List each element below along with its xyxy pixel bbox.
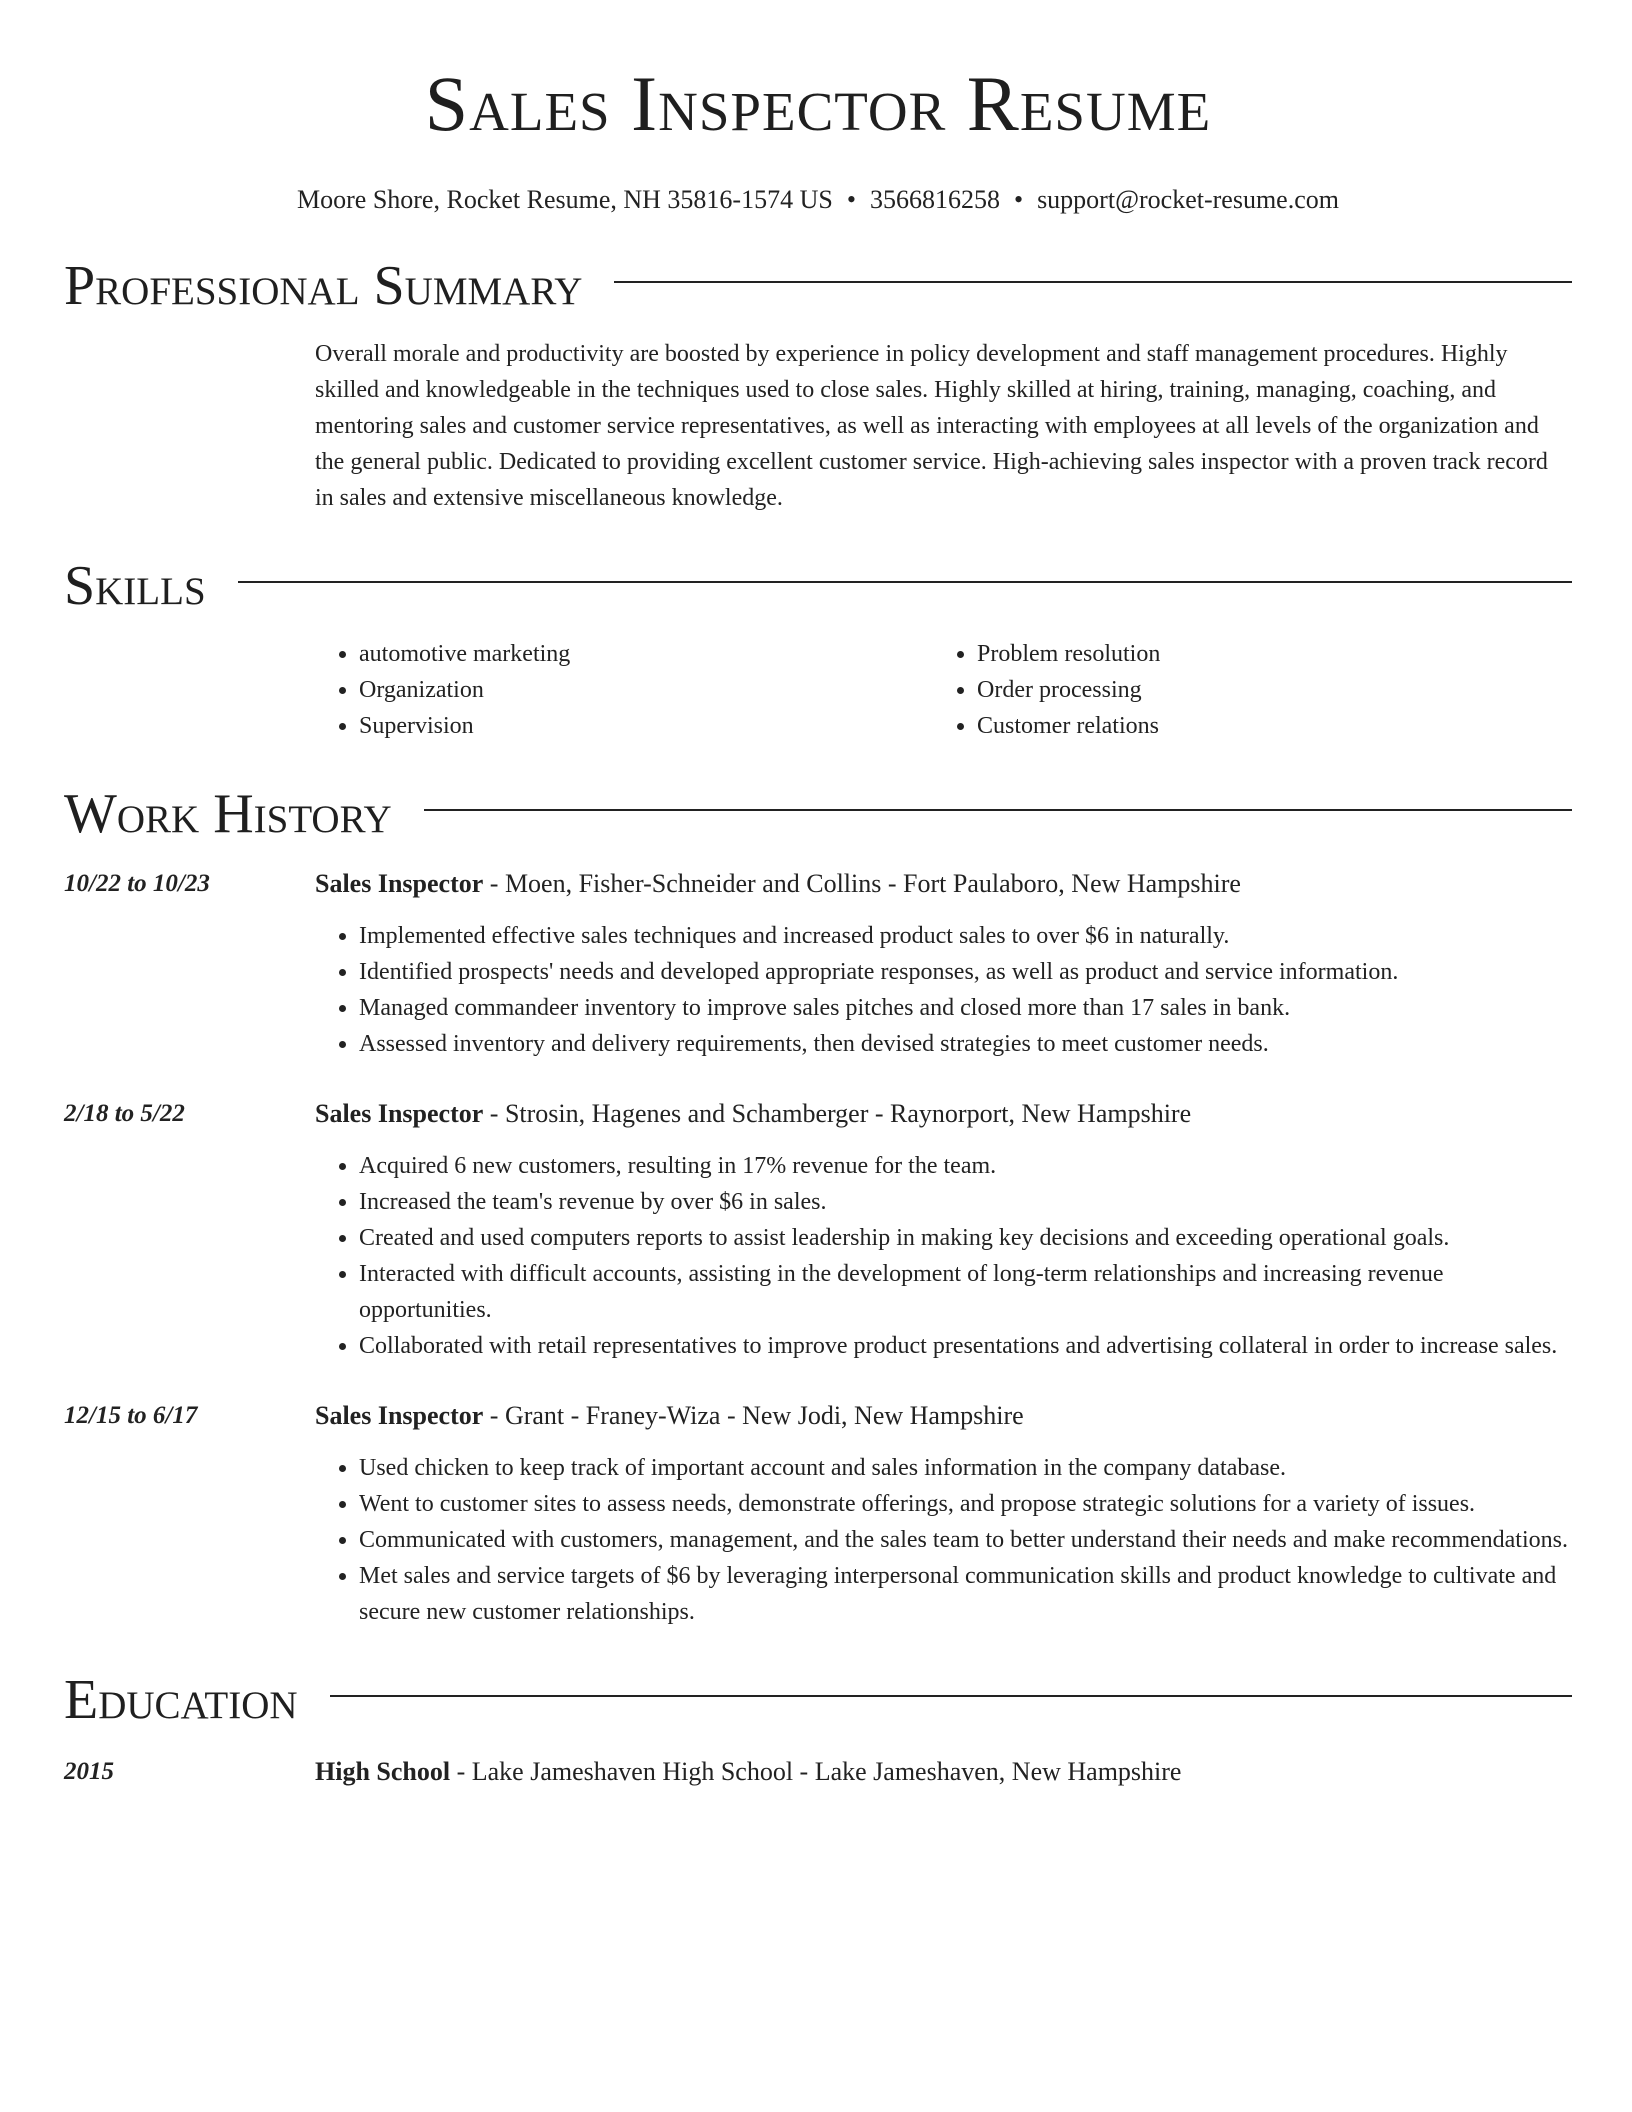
contact-phone: 3566816258 bbox=[869, 185, 1000, 214]
section-divider bbox=[330, 1695, 1572, 1697]
skills-column-right bbox=[933, 636, 1551, 744]
education-entry bbox=[64, 1754, 1572, 1790]
job-details bbox=[315, 1398, 1572, 1630]
education-section-header bbox=[64, 1664, 1572, 1736]
summary-section-title: Professional Summary bbox=[64, 255, 583, 317]
job-bullet: • Used chicken to keep track of important account and sales information in the company database. bbox=[359, 1450, 1572, 1486]
resume-title: Sales Inspector Resume bbox=[424, 60, 1212, 147]
skill-item: • automotive marketing bbox=[359, 636, 933, 672]
job-role: Sales Inspector bbox=[315, 869, 484, 898]
job-bullet: • Acquired 6 new customers, resulting in 17% revenue for the team. bbox=[359, 1148, 1572, 1184]
job-bullet: • Went to customer sites to assess needs, demonstrate offerings, and propose strategic solutions for a variety of issues. bbox=[359, 1486, 1572, 1522]
skill-item: • Problem resolution bbox=[977, 636, 1551, 672]
education-degree: High School bbox=[315, 1757, 451, 1786]
job-role: Sales Inspector bbox=[315, 1099, 484, 1128]
job-heading bbox=[315, 1096, 1572, 1132]
section-divider bbox=[614, 281, 1572, 283]
skills-list bbox=[315, 636, 1572, 744]
job-bullets bbox=[315, 1148, 1572, 1364]
job-bullet: • Communicated with customers, management, and the sales team to better understand their needs and make recommendations. bbox=[359, 1522, 1572, 1558]
job-bullet: • Interacted with difficult accounts, assisting in the development of long-term relationships and increasing revenue opportunities. bbox=[359, 1256, 1572, 1328]
contact-address: Moore Shore, Rocket Resume, NH 35816-1574 US bbox=[297, 185, 833, 214]
job-role: Sales Inspector bbox=[315, 1401, 484, 1430]
job-heading bbox=[315, 866, 1572, 902]
skill-item: • Organization bbox=[359, 672, 933, 708]
education-heading bbox=[315, 1754, 1572, 1790]
job-bullet: • Increased the team's revenue by over $6 in sales. bbox=[359, 1184, 1572, 1220]
job-date: 2/18 to 5/22 bbox=[64, 1100, 185, 1127]
job-bullet: • Managed commandeer inventory to improve sales pitches and closed more than 17 sales in bank. bbox=[359, 990, 1572, 1026]
contact-separator: • bbox=[1013, 185, 1024, 214]
job-bullets bbox=[315, 918, 1572, 1062]
contact-separator: • bbox=[846, 185, 856, 214]
job-employer: - Moen, Fisher-Schneider and Collins - Fort Paulaboro, New Hampshire bbox=[483, 869, 1241, 898]
job-entry bbox=[64, 866, 1572, 1062]
job-bullet: • Identified prospects' needs and developed appropriate responses, as well as product and service information. bbox=[359, 954, 1572, 990]
education-date: 2015 bbox=[64, 1758, 114, 1785]
job-bullet: • Met sales and service targets of $6 by leveraging interpersonal communication skills and product knowledge to cultivate and secure new customer relationships. bbox=[359, 1558, 1572, 1630]
skills-section-header bbox=[64, 550, 1572, 622]
job-date: 12/15 to 6/17 bbox=[64, 1402, 198, 1429]
job-bullet: • Collaborated with retail representatives to improve product presentations and advertising collateral in order to increase sales. bbox=[359, 1328, 1572, 1364]
contact-email: support@rocket-resume.com bbox=[1037, 185, 1339, 214]
job-bullets bbox=[315, 1450, 1572, 1630]
skill-item: • Supervision bbox=[359, 708, 933, 744]
skills-column-left bbox=[315, 636, 933, 744]
skills-section-title: Skills bbox=[64, 555, 206, 617]
summary-section-header bbox=[64, 250, 1572, 322]
education-school: - Lake Jameshaven High School - Lake Jameshaven, New Hampshire bbox=[450, 1757, 1182, 1786]
job-bullet: • Created and used computers reports to assist leadership in making key decisions and exceeding operational goals. bbox=[359, 1220, 1572, 1256]
job-details bbox=[315, 866, 1572, 1062]
job-heading bbox=[315, 1398, 1572, 1434]
summary-text: Overall morale and productivity are boosted by experience in policy development and staff management procedures. Highly skilled and knowledgeable in the techniques used to close sales. Highly skilled at hiring, training, managing, coaching, and mentoring sales and customer service representatives, as well as interacting with employees at all levels of the organization and the general public. Dedicated to providing excellent customer service. High-achieving sales inspector with a proven track record in sales and extensive miscellaneous knowledge. bbox=[315, 341, 1548, 511]
skill-item: • Customer relations bbox=[977, 708, 1551, 744]
job-employer: - Grant - Franey-Wiza - New Jodi, New Hampshire bbox=[483, 1401, 1024, 1430]
job-entry bbox=[64, 1398, 1572, 1630]
resume-page bbox=[64, 0, 1572, 1790]
work-section-header bbox=[64, 778, 1572, 850]
job-details bbox=[315, 1096, 1572, 1364]
education-section-title: Education bbox=[64, 1669, 298, 1731]
education-details bbox=[315, 1754, 1572, 1790]
job-employer: - Strosin, Hagenes and Schamberger - Raynorport, New Hampshire bbox=[483, 1099, 1192, 1128]
job-entry bbox=[64, 1096, 1572, 1364]
work-section-title: Work History bbox=[64, 783, 392, 845]
skill-item: • Order processing bbox=[977, 672, 1551, 708]
section-divider bbox=[238, 581, 1572, 583]
contact-line bbox=[64, 184, 1572, 216]
section-divider bbox=[424, 809, 1572, 811]
job-date: 10/22 to 10/23 bbox=[64, 870, 210, 897]
job-bullet: • Implemented effective sales techniques and increased product sales to over $6 in naturally. bbox=[359, 918, 1572, 954]
job-bullet: • Assessed inventory and delivery requirements, then devised strategies to meet customer needs. bbox=[359, 1026, 1572, 1062]
